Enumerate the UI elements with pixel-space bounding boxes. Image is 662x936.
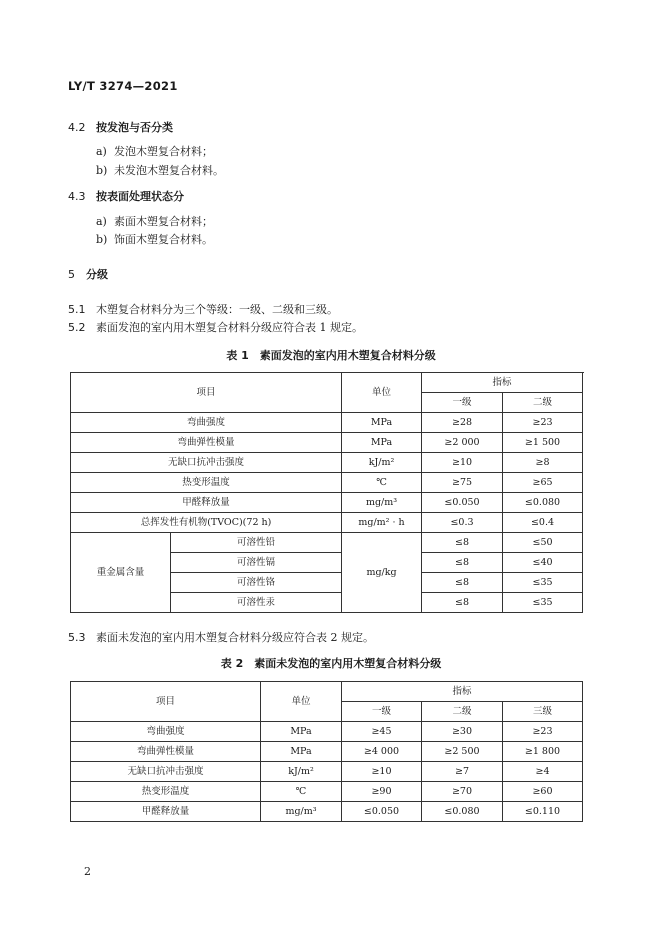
row-value: ≤0.080 <box>503 493 583 513</box>
row-value: ≥7 <box>422 762 503 782</box>
header-unit: 单位 <box>342 373 422 413</box>
row-item: 无缺口抗冲击强度 <box>71 762 261 782</box>
row-value: ≤8 <box>422 533 503 553</box>
paragraph-5-1 <box>68 301 338 317</box>
row-value: ≥45 <box>342 722 422 742</box>
list-item-label: a) <box>96 215 107 228</box>
row-unit: mg/m³ <box>342 493 422 513</box>
row-value: ≥1 500 <box>503 433 583 453</box>
row-value: ≥10 <box>342 762 422 782</box>
paragraph-number: 5.2 <box>68 321 86 334</box>
table-row <box>71 493 583 513</box>
row-value: ≤35 <box>503 593 583 613</box>
row-value: ≤8 <box>422 553 503 573</box>
list-item-label: b) <box>96 164 108 177</box>
row-item: 热变形温度 <box>71 782 261 802</box>
paragraph-text: 木塑复合材料分为三个等级：一级、二级和三级。 <box>96 303 338 316</box>
row-unit: ℃ <box>342 473 422 493</box>
section-number: 4.2 <box>68 121 86 134</box>
row-value: ≥2 000 <box>422 433 503 453</box>
table-2-caption: 表 2 素面未发泡的室内用木塑复合材料分级 <box>220 657 442 670</box>
header-grade: 一级 <box>342 702 422 722</box>
row-value: ≥4 000 <box>342 742 422 762</box>
header-grade: 三级 <box>503 702 583 722</box>
row-value: ≥10 <box>422 453 503 473</box>
section-title: 分级 <box>86 268 108 281</box>
row-item: 甲醛释放量 <box>71 802 261 822</box>
paragraph-text: 素面发泡的室内用木塑复合材料分级应符合表 1 规定。 <box>96 321 363 334</box>
table-2 <box>70 681 583 822</box>
row-value: ≤0.4 <box>503 513 583 533</box>
list-item-text: 发泡木塑复合材料； <box>114 145 213 158</box>
row-value: ≤0.080 <box>422 802 503 822</box>
header-unit: 单位 <box>261 682 342 722</box>
row-value: ≤8 <box>422 573 503 593</box>
list-item-text: 饰面木塑复合材料。 <box>114 233 213 246</box>
row-value: ≥4 <box>503 762 583 782</box>
row-item: 甲醛释放量 <box>71 493 342 513</box>
row-unit: kJ/m² <box>342 453 422 473</box>
header-item: 项目 <box>71 373 342 413</box>
table-row <box>71 513 583 533</box>
row-value: ≥75 <box>422 473 503 493</box>
row-unit: mg/m³ <box>261 802 342 822</box>
row-value: ≤40 <box>503 553 583 573</box>
paragraph-5-3 <box>68 629 374 645</box>
table-1-caption: 表 1 素面发泡的室内用木塑复合材料分级 <box>226 349 436 362</box>
row-value: ≥65 <box>503 473 583 493</box>
table-row <box>71 762 583 782</box>
row-item: 可溶性汞 <box>171 593 342 613</box>
row-value: ≤0.3 <box>422 513 503 533</box>
section-4-2-heading <box>68 119 173 135</box>
row-value: ≥70 <box>422 782 503 802</box>
row-item: 总挥发性有机物(TVOC)(72 h) <box>71 513 342 533</box>
header-grade: 二级 <box>422 702 503 722</box>
table-row <box>71 453 583 473</box>
table-row <box>71 802 583 822</box>
list-item-label: b) <box>96 233 108 246</box>
heavy-metal-unit: mg/kg <box>342 533 422 613</box>
row-unit: MPa <box>261 722 342 742</box>
row-value: ≥23 <box>503 413 583 433</box>
row-value: ≥2 500 <box>422 742 503 762</box>
table-row <box>71 742 583 762</box>
list-item-text: 未发泡木塑复合材料。 <box>114 164 224 177</box>
row-unit: kJ/m² <box>261 762 342 782</box>
list-item-text: 素面木塑复合材料； <box>114 215 213 228</box>
row-item: 弯曲强度 <box>71 722 261 742</box>
paragraph-number: 5.3 <box>68 631 86 644</box>
row-item: 无缺口抗冲击强度 <box>71 453 342 473</box>
row-unit: mg/m² · h <box>342 513 422 533</box>
table-row <box>71 433 583 453</box>
row-value: ≤50 <box>503 533 583 553</box>
row-item: 可溶性铬 <box>171 573 342 593</box>
row-item: 弯曲弹性模量 <box>71 742 261 762</box>
row-value: ≤0.050 <box>422 493 503 513</box>
row-item: 弯曲强度 <box>71 413 342 433</box>
row-value: ≥30 <box>422 722 503 742</box>
section-title: 按发泡与否分类 <box>96 121 173 134</box>
row-item: 可溶性镉 <box>171 553 342 573</box>
header-grade: 二级 <box>503 393 583 413</box>
table-row <box>71 413 583 433</box>
list-item-label: a) <box>96 145 107 158</box>
table-row <box>71 722 583 742</box>
paragraph-number: 5.1 <box>68 303 86 316</box>
row-item: 可溶性铅 <box>171 533 342 553</box>
row-unit: ℃ <box>261 782 342 802</box>
section-title: 按表面处理状态分 <box>96 190 184 203</box>
header-grade: 一级 <box>422 393 503 413</box>
table-row <box>71 533 583 553</box>
row-unit: MPa <box>342 413 422 433</box>
section-4-3-heading <box>68 188 184 204</box>
row-value: ≥60 <box>503 782 583 802</box>
row-value: ≥23 <box>503 722 583 742</box>
row-unit: MPa <box>342 433 422 453</box>
row-value: ≥28 <box>422 413 503 433</box>
row-item: 热变形温度 <box>71 473 342 493</box>
list-item <box>96 231 213 247</box>
row-value: ≥90 <box>342 782 422 802</box>
header-indicator: 指标 <box>342 682 583 702</box>
section-number: 4.3 <box>68 190 86 203</box>
table-1 <box>70 372 583 613</box>
row-value: ≤0.110 <box>503 802 583 822</box>
list-item <box>96 143 213 159</box>
row-unit: MPa <box>261 742 342 762</box>
section-5-heading <box>68 266 108 282</box>
section-number: 5 <box>68 268 75 281</box>
standard-header: LY/T 3274—2021 <box>68 79 178 93</box>
header-indicator: 指标 <box>422 373 583 393</box>
page-number: 2 <box>84 865 91 878</box>
table-row <box>71 782 583 802</box>
paragraph-text: 素面未发泡的室内用木塑复合材料分级应符合表 2 规定。 <box>96 631 374 644</box>
list-item <box>96 213 213 229</box>
table-row <box>71 473 583 493</box>
heavy-metal-group: 重金属含量 <box>71 533 171 613</box>
row-value: ≤8 <box>422 593 503 613</box>
header-item: 项目 <box>71 682 261 722</box>
row-value: ≥8 <box>503 453 583 473</box>
list-item <box>96 162 224 178</box>
row-item: 弯曲弹性模量 <box>71 433 342 453</box>
paragraph-5-2 <box>68 319 363 335</box>
row-value: ≤35 <box>503 573 583 593</box>
row-value: ≥1 800 <box>503 742 583 762</box>
row-value: ≤0.050 <box>342 802 422 822</box>
